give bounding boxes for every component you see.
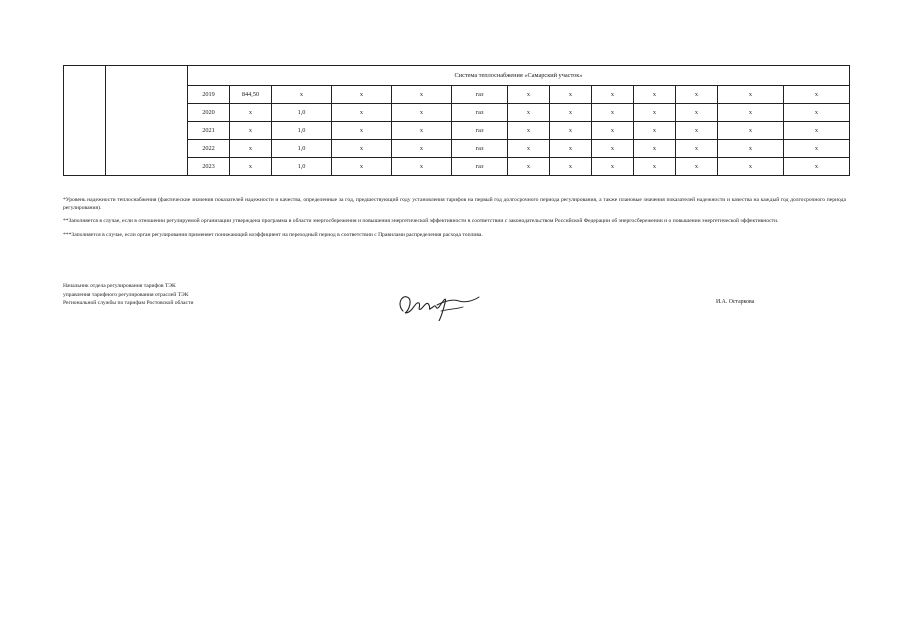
section-caption-row	[64, 66, 850, 86]
table-cell: x	[230, 122, 272, 140]
signer-position-line-3: Региональной службы по тарифам Ростовской области	[63, 300, 194, 306]
year-cell: 2022	[188, 140, 230, 158]
table-cell: x	[676, 86, 718, 104]
table-cell: x	[784, 122, 850, 140]
table-cell: x	[332, 86, 392, 104]
year-cell: 2020	[188, 104, 230, 122]
table-cell: x	[784, 86, 850, 104]
table-cell: x	[718, 104, 784, 122]
table-cell: x	[592, 158, 634, 176]
table-cell: x	[592, 122, 634, 140]
table-cell: газ	[452, 140, 508, 158]
footnotes	[63, 196, 846, 244]
tariff-table	[63, 65, 850, 176]
table-cell: x	[332, 158, 392, 176]
table-cell: газ	[452, 122, 508, 140]
table-cell: x	[272, 86, 332, 104]
table-cell: x	[718, 158, 784, 176]
table-cell: x	[718, 86, 784, 104]
table-cell: x	[784, 104, 850, 122]
table-cell: x	[718, 140, 784, 158]
table-cell: x	[676, 158, 718, 176]
table-cell: x	[718, 122, 784, 140]
table-body	[64, 66, 850, 176]
table-cell: 1,0	[272, 122, 332, 140]
table-cell: 1,0	[272, 104, 332, 122]
footnote-1: *Уровень надежности теплоснабжения (фактические значения показателей надежности и качества, определенные за год, предшествующий году установления тарифов на первый год долгосрочного периода регулирования, а также плановые значения показателей надежности и качества на каждый год долгосрочного периода регулирования).	[63, 197, 846, 212]
table-cell: x	[784, 140, 850, 158]
blank-cell-1	[64, 66, 106, 176]
table-cell: x	[784, 158, 850, 176]
footnote-3: ***Заполняется в случае, если орган регулирования применяет понижающий коэффициент на переходный период в соответствии с Правилами распределения расхода топлива.	[63, 231, 483, 238]
table-cell: x	[508, 158, 550, 176]
table-cell: x	[592, 140, 634, 158]
table-cell: 1,0	[272, 158, 332, 176]
table-cell: x	[230, 140, 272, 158]
table-cell: x	[332, 104, 392, 122]
table-cell: газ	[452, 86, 508, 104]
table-cell: газ	[452, 104, 508, 122]
table-cell: 1,0	[272, 140, 332, 158]
table-cell: x	[550, 158, 592, 176]
table-cell: x	[676, 140, 718, 158]
table-cell: x	[392, 104, 452, 122]
table-cell: x	[392, 122, 452, 140]
table-cell: x	[634, 140, 676, 158]
table-cell: x	[392, 86, 452, 104]
table-cell: x	[634, 104, 676, 122]
table-cell: x	[508, 140, 550, 158]
table-cell: x	[550, 86, 592, 104]
table-cell: x	[676, 122, 718, 140]
table-cell: x	[634, 122, 676, 140]
table-cell: x	[550, 140, 592, 158]
footnote-2: **Заполняется в случае, если в отношении регулируемой организации утверждена программа в области энергосбережения и повышения энергетической эффективности в соответствии с законодательством Российской Федерации об энергосбережении и о повышении энергетической эффективности.	[63, 218, 779, 225]
table-cell: x	[392, 158, 452, 176]
year-cell: 2021	[188, 122, 230, 140]
table-cell: x	[230, 104, 272, 122]
signer-position	[63, 282, 193, 308]
year-cell: 2023	[188, 158, 230, 176]
table-cell: x	[634, 158, 676, 176]
table-cell: x	[230, 158, 272, 176]
table-cell: 844,50	[230, 86, 272, 104]
table-cell: x	[592, 86, 634, 104]
table-cell: x	[676, 104, 718, 122]
year-cell: 2019	[188, 86, 230, 104]
table-cell: газ	[452, 158, 508, 176]
blank-cell-2	[106, 66, 188, 176]
table-cell: x	[508, 122, 550, 140]
table-cell: x	[550, 122, 592, 140]
handwritten-signature-icon	[393, 287, 483, 321]
signer-name: И.А. Остаркова	[716, 299, 755, 305]
table-cell: x	[550, 104, 592, 122]
signer-position-line-2: управления тарифного регулирования отраслей ТЭК	[63, 291, 189, 298]
table-cell: x	[634, 86, 676, 104]
table-cell: x	[392, 140, 452, 158]
table-cell: x	[508, 104, 550, 122]
section-caption: Система теплоснабжения «Самарский участок»	[188, 66, 850, 86]
table-cell: x	[508, 86, 550, 104]
table-cell: x	[592, 104, 634, 122]
table-cell: x	[332, 140, 392, 158]
signer-position-line-1: Начальник отдела регулирования тарифов ТЭК	[63, 283, 176, 289]
table-cell: x	[332, 122, 392, 140]
